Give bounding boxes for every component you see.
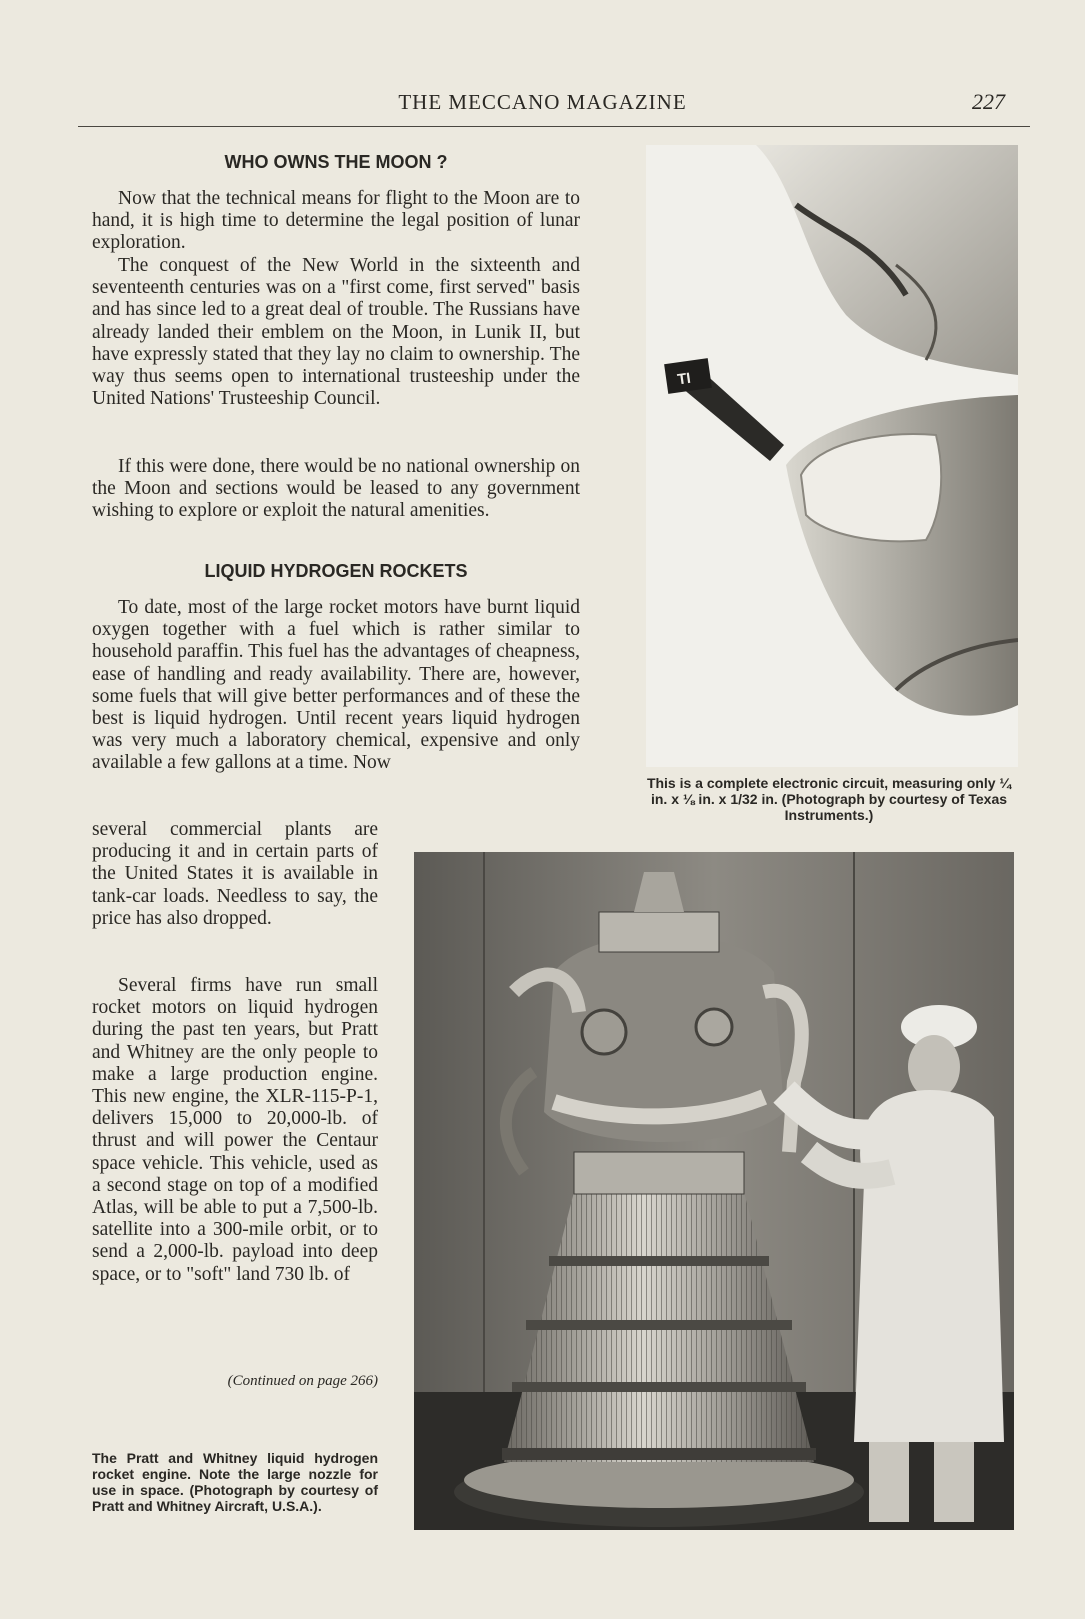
heading-liquid-hydrogen-rockets: LIQUID HYDROGEN ROCKETS (204, 561, 468, 581)
rocket-engine-illustration (414, 852, 1014, 1530)
moon-paragraph-1: Now that the technical means for flight to the Moon are to hand, it is high time to determine the legal position of lunar exploration. (92, 188, 580, 254)
moon-paragraph-3: If this were done, there would be no national ownership on the Moon and sections would be leased to any government wishing to explore or exploit the natural amenities. (92, 456, 580, 522)
page-number: 227 (972, 89, 1005, 114)
photo-circuit (646, 145, 1018, 767)
caption-circuit: This is a complete electronic circuit, measuring only ¼ in. x ⅛ in. x 1/32 in. (Photograph by courtesy of Texas Instruments.) (646, 775, 1012, 823)
magazine-title: THE MECCANO MAGAZINE (398, 90, 687, 114)
chip-label: TI (676, 369, 692, 389)
continued-note: (Continued on page 266) (227, 1373, 378, 1389)
moon-paragraph-2: The conquest of the New World in the sixteenth and seventeenth centuries was on a "first come, first served" basis and has since led to a great deal of trouble. The Russians have already landed their emblem on the Moon, in Lunik II, but have expressly stated that they lay no claim to ownership. The way thus seems open to international trusteeship under the United Nations' Trusteeship Council. (92, 255, 580, 410)
photo-rocket-engine (414, 852, 1014, 1530)
header-rule (78, 126, 1030, 127)
rockets-paragraph-1: To date, most of the large rocket motors have burnt liquid oxygen together with a fuel which is rather similar to household paraffin. This fuel has the advantages of cheapness, ease of handling and ready availability. There are, however, some fuels that will give better performances and of these the best is liquid hydrogen. Until recent years liquid hydrogen was very much a laboratory chemical, expensive and only available a few gallons at a time. Now (92, 597, 580, 774)
rockets-paragraph-1-continued: several commercial plants are producing it and in certain parts of the United States it is available in tank-car loads. Needless to say, the price has also dropped. (92, 819, 378, 929)
caption-rocket-engine: The Pratt and Whitney liquid hydrogen rocket engine. Note the large nozzle for use in space. (Photograph by courtesy of Pratt and Whitney Aircraft, U.S.A.). (92, 1450, 378, 1514)
fingers-holding-chip-illustration (646, 145, 1018, 767)
heading-who-owns-the-moon: WHO OWNS THE MOON ? (224, 152, 448, 172)
rockets-paragraph-2: Several firms have run small rocket motors on liquid hydrogen during the past ten years, but Pratt and Whitney are the only people to make a large production engine. This new engine, the XLR-115-P-1, delivers 15,000 to 20,000-lb. of thrust and will power the Centaur space vehicle. This vehicle, used as a second stage on top of a modified Atlas, will be able to put a 7,500-lb. satellite into a 300-mile orbit, or to send a 2,000-lb. payload into deep space, or to "soft" land 730 lb. of (92, 975, 378, 1285)
